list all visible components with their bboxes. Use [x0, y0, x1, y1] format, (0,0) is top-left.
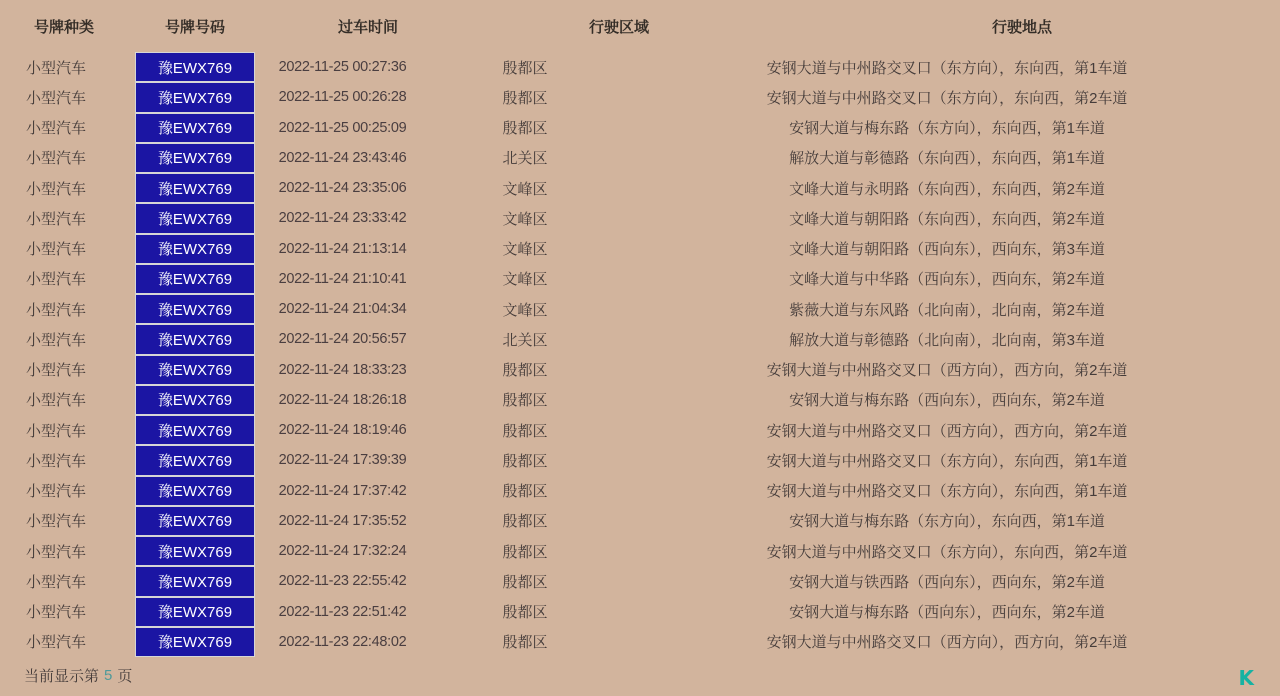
table-row [0, 234, 1280, 264]
district-cell: 殷都区 [502, 634, 548, 652]
plate-number-badge[interactable]: 豫EWX769 [135, 173, 255, 203]
plate-number-badge[interactable]: 豫EWX769 [135, 294, 255, 324]
plate-badge-wrap [112, 113, 255, 143]
district-cell: 文峰区 [502, 210, 548, 228]
pass-time-cell: 2022-11-24 21:04:34 [278, 301, 407, 318]
location-cell: 紫薇大道与东风路（北向南），北向南，第2车道 [789, 301, 1105, 319]
location-cell: 解放大道与彰德路（北向南），北向南，第3车道 [789, 331, 1105, 349]
plate-number-badge[interactable]: 豫EWX769 [135, 566, 255, 596]
plate-number-badge[interactable]: 豫EWX769 [135, 627, 255, 657]
plate-badge-wrap [112, 264, 255, 294]
header-district: 行驶区域 [588, 18, 649, 36]
plate-type-cell: 小型汽车 [25, 150, 86, 168]
pass-time-cell: 2022-11-24 18:19:46 [278, 422, 407, 439]
plate-type-cell: 小型汽车 [25, 452, 86, 470]
plate-badge-wrap [112, 173, 255, 203]
district-cell: 殷都区 [502, 513, 548, 531]
pass-time-cell: 2022-11-23 22:51:42 [278, 603, 407, 620]
table-row [0, 264, 1280, 294]
table-body [0, 52, 1280, 657]
pass-time-cell: 2022-11-24 17:39:39 [278, 452, 407, 469]
plate-number-badge[interactable]: 豫EWX769 [135, 415, 255, 445]
plate-type-cell: 小型汽车 [25, 392, 86, 410]
district-cell: 殷都区 [502, 120, 548, 138]
location-cell: 安钢大道与梅东路（西向东），西向东，第2车道 [789, 392, 1105, 410]
table-row [0, 82, 1280, 112]
location-cell: 解放大道与彰德路（东向西），东向西，第1车道 [789, 150, 1105, 168]
plate-number-badge[interactable]: 豫EWX769 [135, 203, 255, 233]
district-cell: 北关区 [502, 331, 548, 349]
plate-type-cell: 小型汽车 [25, 362, 86, 380]
plate-type-cell: 小型汽车 [25, 483, 86, 501]
plate-number-badge[interactable]: 豫EWX769 [135, 355, 255, 385]
pass-time-cell: 2022-11-24 18:26:18 [278, 391, 407, 408]
plate-number-badge[interactable]: 豫EWX769 [135, 234, 255, 264]
pass-time-cell: 2022-11-25 00:27:36 [278, 59, 407, 76]
location-cell: 安钢大道与中州路交叉口（西方向），西方向，第2车道 [766, 362, 1128, 380]
plate-type-cell: 小型汽车 [25, 241, 86, 259]
pass-time-cell: 2022-11-24 20:56:57 [278, 331, 407, 348]
district-cell: 殷都区 [502, 362, 548, 380]
table-row [0, 324, 1280, 354]
plate-number-badge[interactable]: 豫EWX769 [135, 385, 255, 415]
location-cell: 安钢大道与梅东路（东方向），东向西，第1车道 [789, 513, 1105, 531]
plate-number-badge[interactable]: 豫EWX769 [135, 264, 255, 294]
plate-badge-wrap [112, 536, 255, 566]
brand-k-logo: K [1238, 666, 1254, 690]
location-cell: 文峰大道与永明路（东向西），东向西，第2车道 [789, 180, 1105, 198]
pass-time-cell: 2022-11-24 17:35:52 [278, 512, 407, 529]
plate-number-badge[interactable]: 豫EWX769 [135, 143, 255, 173]
plate-number-badge[interactable]: 豫EWX769 [135, 113, 255, 143]
table-header [0, 0, 1280, 52]
district-cell: 殷都区 [502, 573, 548, 591]
plate-type-cell: 小型汽车 [25, 422, 86, 440]
district-cell: 殷都区 [502, 392, 548, 410]
district-cell: 北关区 [502, 150, 548, 168]
plate-badge-wrap [112, 597, 255, 627]
location-cell: 文峰大道与朝阳路（东向西），东向西，第2车道 [789, 210, 1105, 228]
table-row [0, 203, 1280, 233]
table-row [0, 52, 1280, 82]
pass-time-cell: 2022-11-24 17:32:24 [278, 543, 407, 560]
pass-time-cell: 2022-11-24 23:35:06 [278, 180, 407, 197]
pagination-prefix-label: 当前显示第 [24, 667, 100, 685]
plate-badge-wrap [112, 294, 255, 324]
location-cell: 文峰大道与中华路（西向东），西向东，第2车道 [789, 271, 1105, 289]
table-row [0, 597, 1280, 627]
header-plate-type: 号牌种类 [33, 18, 94, 36]
plate-number-badge[interactable]: 豫EWX769 [135, 324, 255, 354]
district-cell: 文峰区 [502, 301, 548, 319]
plate-badge-wrap [112, 234, 255, 264]
district-cell: 殷都区 [502, 543, 548, 561]
plate-number-badge[interactable]: 豫EWX769 [135, 476, 255, 506]
pass-time-cell: 2022-11-24 23:43:46 [278, 149, 407, 166]
plate-type-cell: 小型汽车 [25, 59, 86, 77]
pass-time-cell: 2022-11-24 21:13:14 [278, 240, 407, 257]
header-plate-number: 号牌号码 [164, 18, 225, 36]
plate-badge-wrap [112, 82, 255, 112]
plate-type-cell: 小型汽车 [25, 271, 86, 289]
plate-badge-wrap [112, 203, 255, 233]
table-row [0, 415, 1280, 445]
location-cell: 安钢大道与中州路交叉口（东方向），东向西，第2车道 [766, 89, 1128, 107]
table-row [0, 445, 1280, 475]
pagination [0, 663, 1280, 687]
table-row [0, 173, 1280, 203]
location-cell: 安钢大道与梅东路（东方向），东向西，第1车道 [789, 120, 1105, 138]
plate-badge-wrap [112, 627, 255, 657]
table-row [0, 536, 1280, 566]
plate-badge-wrap [112, 355, 255, 385]
district-cell: 殷都区 [502, 604, 548, 622]
plate-number-badge[interactable]: 豫EWX769 [135, 445, 255, 475]
table-row [0, 113, 1280, 143]
pass-time-cell: 2022-11-25 00:25:09 [278, 119, 407, 136]
pass-time-cell: 2022-11-24 23:33:42 [278, 210, 407, 227]
table-row [0, 385, 1280, 415]
district-cell: 殷都区 [502, 452, 548, 470]
plate-type-cell: 小型汽车 [25, 543, 86, 561]
plate-number-badge[interactable]: 豫EWX769 [135, 506, 255, 536]
plate-type-cell: 小型汽车 [25, 210, 86, 228]
location-cell: 安钢大道与中州路交叉口（东方向），东向西，第1车道 [766, 452, 1128, 470]
plate-badge-wrap [112, 52, 255, 82]
table-row [0, 506, 1280, 536]
plate-badge-wrap [112, 415, 255, 445]
pass-time-cell: 2022-11-24 17:37:42 [278, 482, 407, 499]
plate-type-cell: 小型汽车 [25, 331, 86, 349]
location-cell: 安钢大道与梅东路（西向东），西向东，第2车道 [789, 604, 1105, 622]
current-page-number: 5 [104, 666, 113, 684]
plate-type-cell: 小型汽车 [25, 634, 86, 652]
table-row [0, 566, 1280, 596]
district-cell: 文峰区 [502, 241, 548, 259]
pass-time-cell: 2022-11-23 22:55:42 [278, 573, 407, 590]
plate-badge-wrap [112, 445, 255, 475]
pass-time-cell: 2022-11-24 18:33:23 [278, 361, 407, 378]
district-cell: 殷都区 [502, 422, 548, 440]
header-location: 行驶地点 [991, 18, 1052, 36]
plate-type-cell: 小型汽车 [25, 573, 86, 591]
plate-type-cell: 小型汽车 [25, 301, 86, 319]
district-cell: 殷都区 [502, 483, 548, 501]
plate-type-cell: 小型汽车 [25, 180, 86, 198]
district-cell: 殷都区 [502, 89, 548, 107]
plate-number-badge[interactable]: 豫EWX769 [135, 52, 255, 82]
location-cell: 文峰大道与朝阳路（西向东），西向东，第3车道 [789, 241, 1105, 259]
plate-number-badge[interactable]: 豫EWX769 [135, 597, 255, 627]
pagination-suffix-label: 页 [117, 667, 133, 685]
plate-type-cell: 小型汽车 [25, 89, 86, 107]
header-pass-time: 过车时间 [337, 18, 398, 36]
table-row [0, 355, 1280, 385]
plate-type-cell: 小型汽车 [25, 120, 86, 138]
location-cell: 安钢大道与中州路交叉口（东方向），东向西，第1车道 [766, 483, 1128, 501]
pass-time-cell: 2022-11-25 00:26:28 [278, 89, 407, 106]
table-row [0, 476, 1280, 506]
plate-number-badge[interactable]: 豫EWX769 [135, 536, 255, 566]
district-cell: 殷都区 [502, 59, 548, 77]
district-cell: 文峰区 [502, 180, 548, 198]
pass-time-cell: 2022-11-24 21:10:41 [278, 270, 407, 287]
location-cell: 安钢大道与铁西路（西向东），西向东，第2车道 [789, 573, 1105, 591]
plate-badge-wrap [112, 143, 255, 173]
plate-badge-wrap [112, 476, 255, 506]
plate-badge-wrap [112, 385, 255, 415]
plate-number-badge[interactable]: 豫EWX769 [135, 82, 255, 112]
plate-badge-wrap [112, 566, 255, 596]
location-cell: 安钢大道与中州路交叉口（东方向），东向西，第2车道 [766, 543, 1128, 561]
plate-badge-wrap [112, 506, 255, 536]
plate-type-cell: 小型汽车 [25, 513, 86, 531]
district-cell: 文峰区 [502, 271, 548, 289]
table-row [0, 627, 1280, 657]
plate-type-cell: 小型汽车 [25, 604, 86, 622]
location-cell: 安钢大道与中州路交叉口（西方向），西方向，第2车道 [766, 422, 1128, 440]
pass-time-cell: 2022-11-23 22:48:02 [278, 633, 407, 650]
plate-badge-wrap [112, 324, 255, 354]
location-cell: 安钢大道与中州路交叉口（东方向），东向西，第1车道 [766, 59, 1128, 77]
table-row [0, 294, 1280, 324]
table-row [0, 143, 1280, 173]
location-cell: 安钢大道与中州路交叉口（西方向），西方向，第2车道 [766, 634, 1128, 652]
